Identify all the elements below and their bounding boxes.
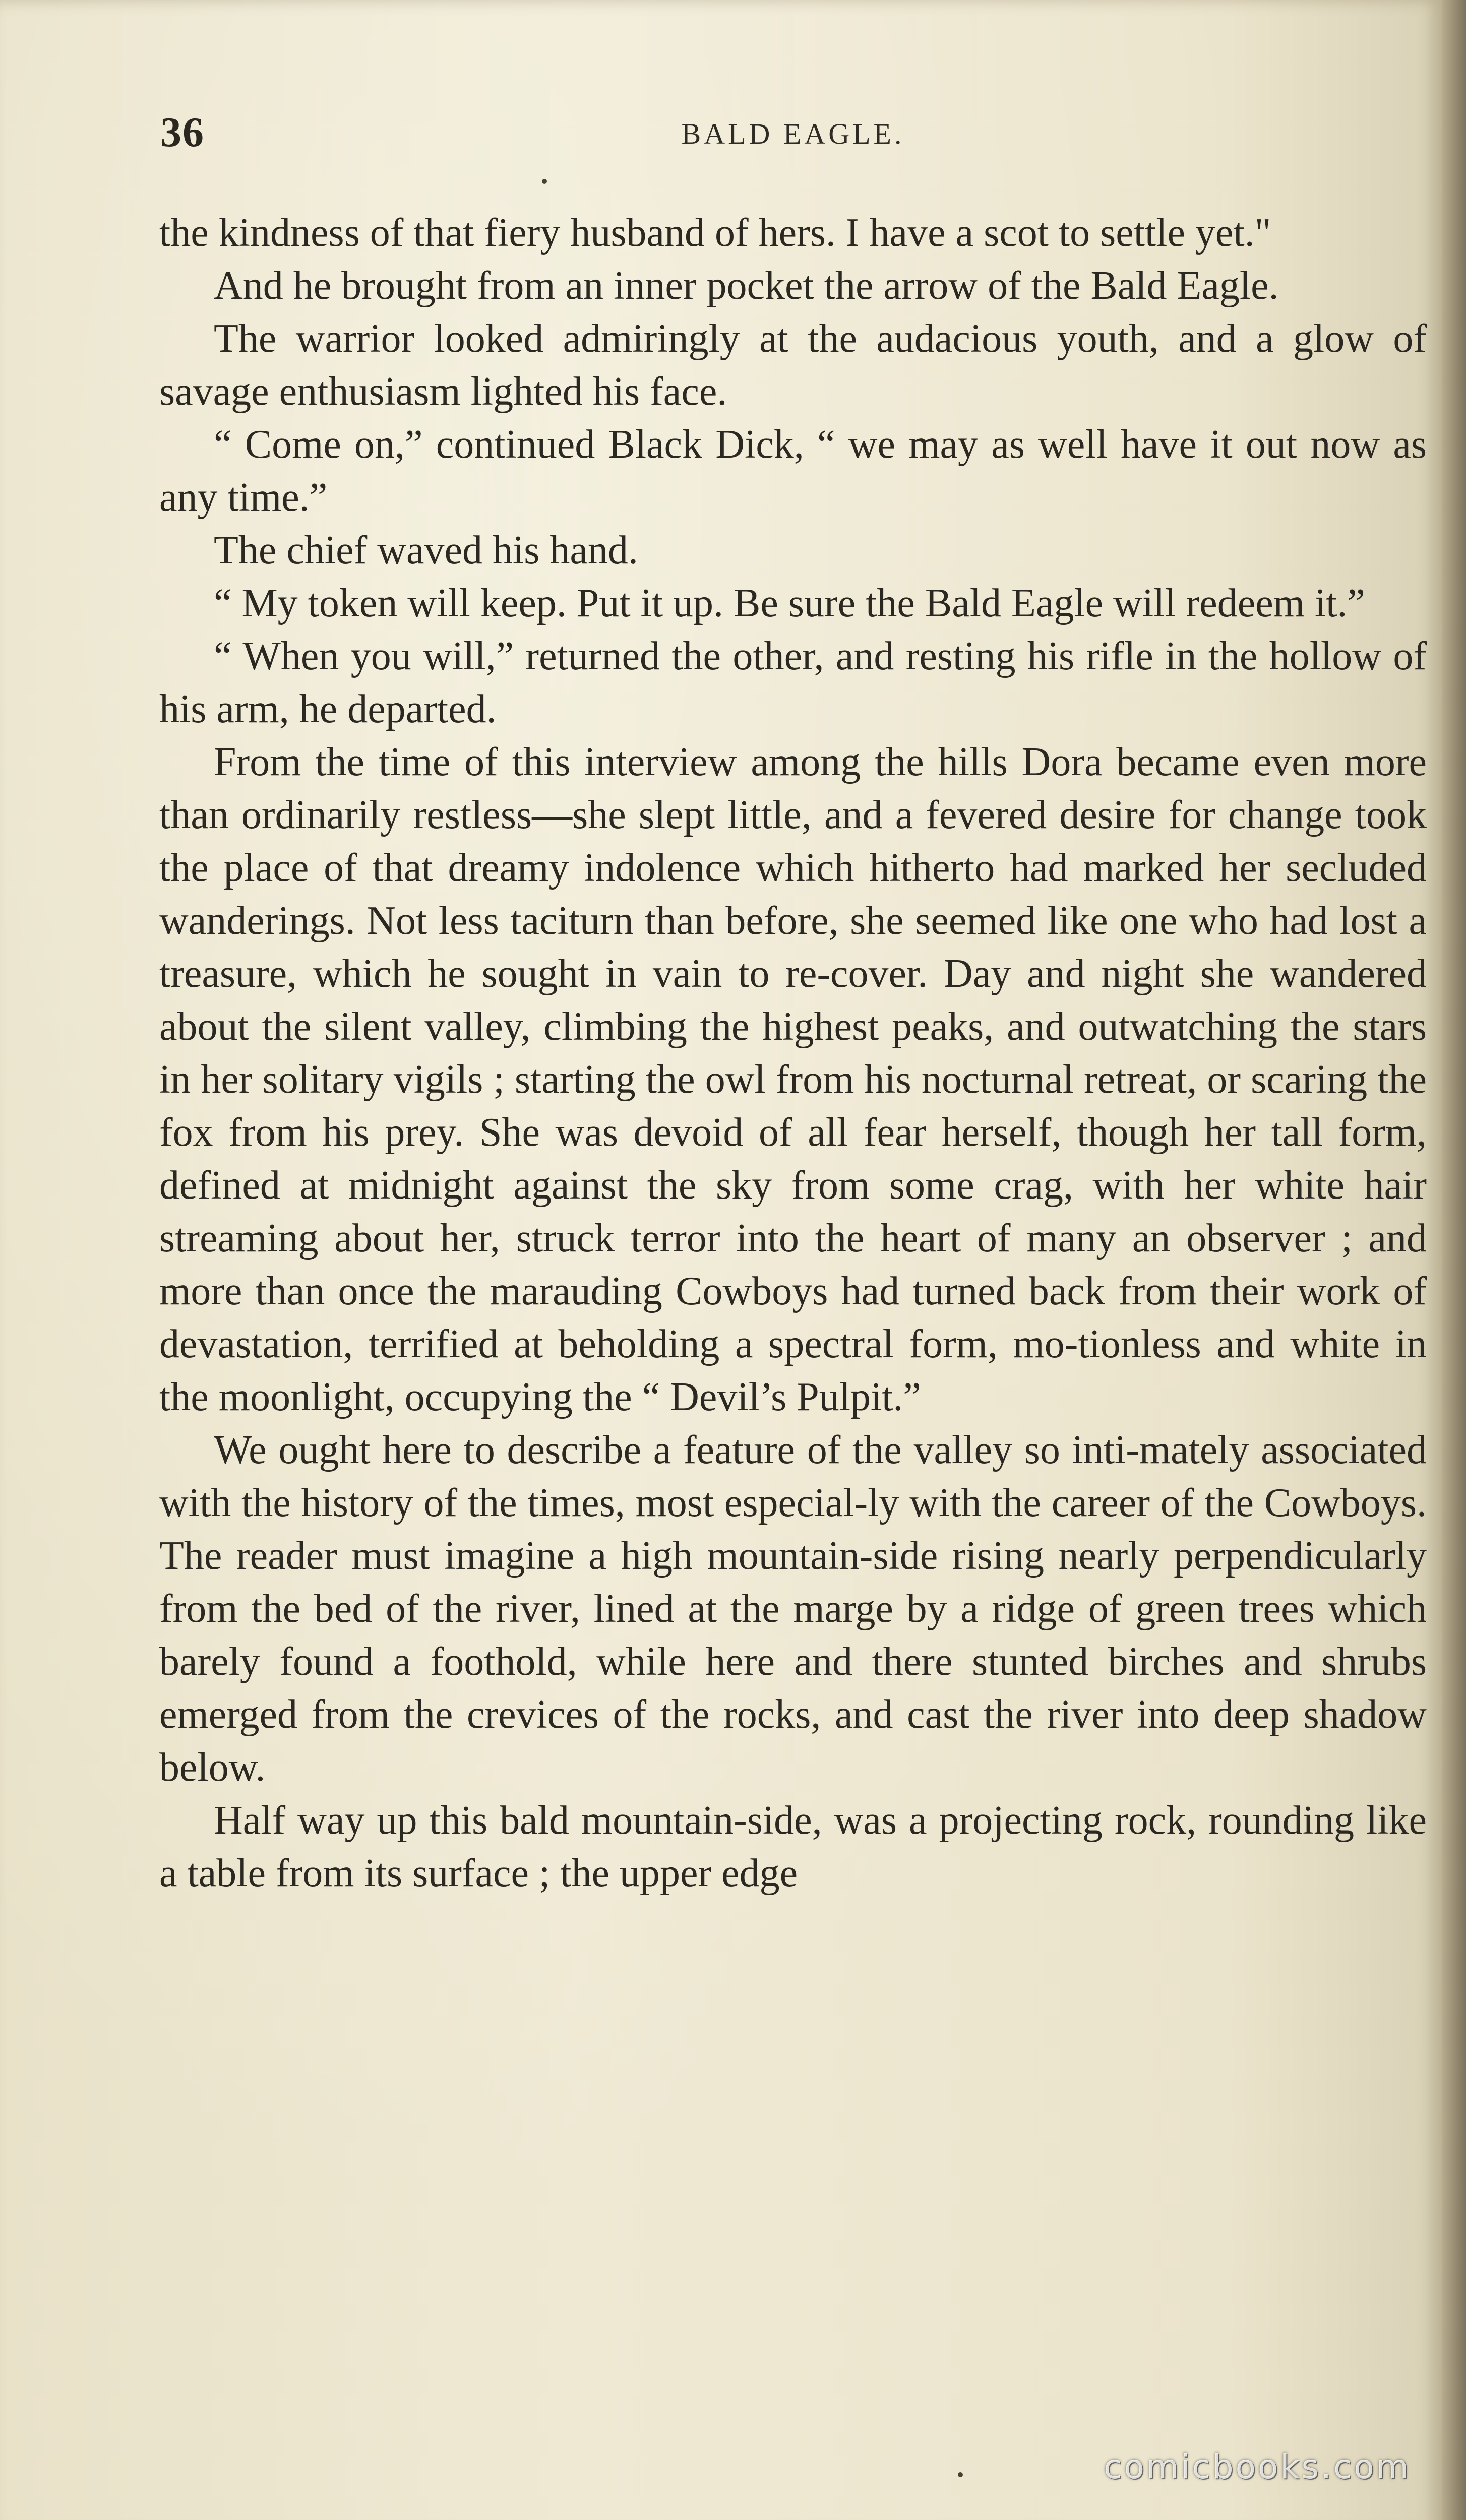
paragraph: From the time of this interview among the hills Dora became even more than ordinarily restless—she slept little, and a fevered desire for change took the place of that dreamy indolence which hitherto had marked her secluded wanderings. Not less taciturn than before, she seemed like one who had lost a treasure, which he sought in vain to re-cover. Day and night she wandered about the silent valley, climbing the highest peaks, and outwatching the stars in her solitary vigils ; starting the owl from his nocturnal retreat, or scaring the fox from his prey. She was devoid of all fear herself, though her tall form, defined at midnight against the sky from some crag, with her white hair streaming about her, struck terror into the heart of many an observer ; and more than once the marauding Cowboys had turned back from their work of devastation, terrified at beholding a spectral form, mo-tionless and white in the moonlight, occupying the “ Devil’s Pulpit.” — [159, 740, 1427, 1419]
paragraph: The warrior looked admiringly at the audacious youth, and a glow of savage enthusiasm lighted his face. — [159, 317, 1427, 414]
running-title: BALD EAGLE. — [681, 117, 905, 150]
paragraph: “ Come on,” continued Black Dick, “ we may as well have it out now as any time.” — [159, 422, 1427, 520]
paragraph: The chief waved his hand. — [214, 528, 638, 573]
paragraph: “ When you will,” returned the other, and resting his rifle in the hollow of his arm, he departed. — [159, 634, 1427, 731]
paragraph: And he brought from an inner pocket the arrow of the Bald Eagle. — [214, 264, 1279, 308]
page-edge — [1442, 0, 1466, 2520]
watermark: comicbooks.com — [1104, 2447, 1411, 2486]
ink-speck — [542, 179, 547, 184]
page-header — [160, 108, 1426, 163]
ink-speck — [958, 2472, 963, 2477]
page-number: 36 — [160, 109, 205, 156]
body-text — [159, 207, 1427, 1900]
paragraph: We ought here to describe a feature of the valley so inti-mately associated with the history of the times, most especial-ly with the career of the Cowboys. The reader must imagine a high mountain-side rising nearly perpendicularly from the bed of the river, lined at the marge by a ridge of green trees which barely found a foothold, while here and there stunted birches and shrubs emerged from the crevices of the rocks, and cast the river into deep shadow below. — [159, 1428, 1427, 1790]
paragraph: Half way up this bald mountain-side, was a projecting rock, rounding like a table from its surface ; the upper edge — [159, 1798, 1427, 1896]
paragraph: the kindness of that fiery husband of hers. I have a scot to settle yet." — [159, 211, 1271, 255]
paragraph: “ My token will keep. Put it up. Be sure the Bald Eagle will redeem it.” — [214, 581, 1365, 625]
